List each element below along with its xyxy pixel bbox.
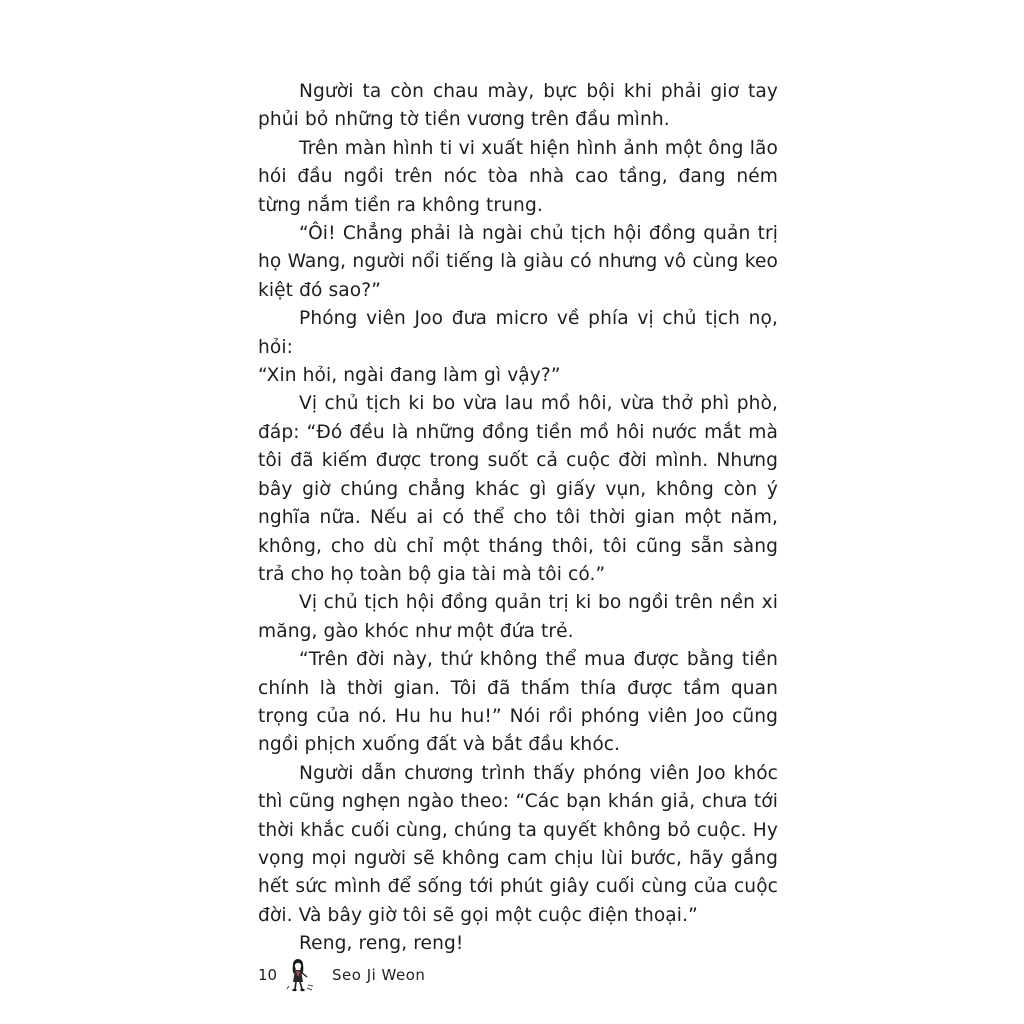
paragraph: Trên màn hình ti vi xuất hiện hình ảnh một ông lão hói đầu ngồi trên nóc tòa nhà cao tầng, đang ném từng nắm tiền ra không trung. — [258, 137, 778, 216]
paragraph: “Xin hỏi, ngài đang làm gì vậy?” — [258, 365, 561, 387]
paragraph: Vị chủ tịch hội đồng quản trị ki bo ngồi trên nền xi măng, gào khóc như một đứa trẻ. — [258, 592, 778, 642]
paragraph: Reng, reng, reng! — [299, 933, 464, 955]
page-footer — [258, 958, 658, 998]
page-number: 10 — [258, 966, 278, 984]
paragraph: Vị chủ tịch ki bo vừa lau mồ hôi, vừa thở phì phò, đáp: “Đó đều là những đồng tiền mồ hôi nước mắt mà tôi đã kiếm được trong suốt cả cuộc đời mình. Nhưng bây giờ chúng chẳng khác gì giấy vụn, không còn ý nghĩa nữa. Nếu ai có thể cho tôi thời gian một năm, không, cho dù chỉ một tháng thôi, tôi cũng sẵn sàng trả cho họ toàn bộ gia tài mà tôi có.” — [258, 393, 778, 585]
paragraph: Người dẫn chương trình thấy phóng viên Joo khóc thì cũng nghẹn ngào theo: “Các bạn khán giả, chưa tới thời khắc cuối cùng, chúng ta quyết không bỏ cuộc. Hy vọng mọi người sẽ không cam chịu lùi bước, hãy gắng hết sức mình để sống tới phút giây cuối cùng của cuộc đời. Và bây giờ tôi sẽ gọi một cuộc điện thoại.” — [258, 762, 778, 926]
body-text — [258, 78, 778, 959]
paragraph: Người ta còn chau mày, bực bội khi phải giơ tay phủi bỏ những tờ tiền vương trên đầu mình. — [258, 81, 778, 131]
girl-figure-icon — [286, 958, 316, 994]
paragraph: Phóng viên Joo đưa micro về phía vị chủ tịch nọ, hỏi: — [258, 308, 778, 358]
paragraph: “Ôi! Chẳng phải là ngài chủ tịch hội đồng quản trị họ Wang, người nổi tiếng là giàu có nhưng vô cùng keo kiệt đó sao?” — [258, 223, 778, 301]
paragraph: “Trên đời này, thứ không thể mua được bằng tiền chính là thời gian. Tôi đã thấm thía được tầm quan trọng của nó. Hu hu hu!” Nói rồi phóng viên Joo cũng ngồi phịch xuống đất và bắt đầu khóc. — [258, 649, 778, 756]
author-name: Seo Ji Weon — [332, 966, 426, 984]
